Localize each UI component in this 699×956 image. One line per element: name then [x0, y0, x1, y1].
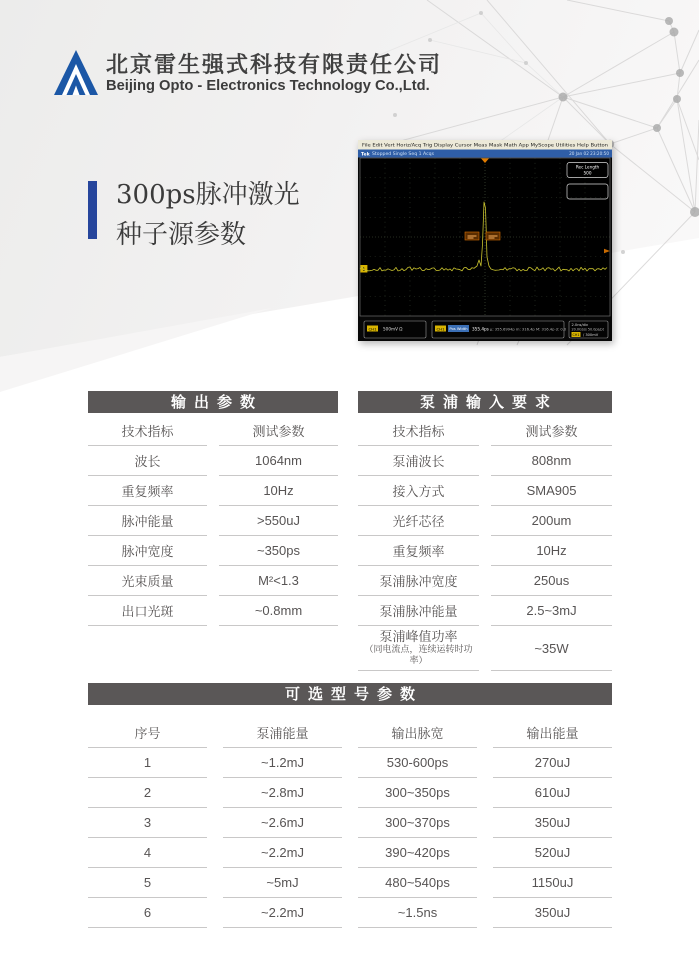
output-params-section	[88, 391, 338, 626]
column-header: 输出脉宽	[391, 726, 444, 741]
column-header: 序号	[134, 726, 161, 741]
table-row	[88, 898, 612, 928]
models-title: 可选型号参数	[88, 683, 612, 705]
ch1-scale: 500mV Ω	[383, 326, 403, 332]
pump-input-title: 泵浦输入要求	[358, 391, 612, 413]
param-label: 泵浦脉冲能量	[379, 604, 458, 619]
scope-acquisition-status: Stopped Single Seq 1 Acqs	[372, 151, 434, 157]
models-table	[72, 718, 628, 928]
table-row	[88, 808, 612, 838]
company-name-en: Beijing Opto - Electronics Technology Co.,Ltd.	[106, 78, 430, 94]
param-label: 出口光斑	[121, 604, 174, 619]
meas-stats: μ: 355.6994p m: 316.4p M: 316.4p σ: 0.0	[490, 327, 567, 332]
param-value: M²<1.3	[258, 573, 299, 588]
table-row	[88, 778, 612, 808]
table-row	[358, 416, 612, 446]
page-title-line1: 300ps脉冲激光	[116, 180, 300, 210]
timebase-status-box	[569, 321, 608, 338]
table-row	[88, 536, 338, 566]
param-value: ~0.8mm	[254, 603, 303, 618]
param-value: 2.5~3mJ	[526, 603, 577, 618]
scope-menu-items: File Edit Vert Horiz/Acq Trig Display Cursor Meas Mask Math App MyScope Utilities Help Button	[362, 143, 565, 149]
models-section	[88, 683, 612, 928]
param-value: 1064nm	[255, 453, 302, 468]
output-params-table	[76, 416, 350, 626]
oscilloscope-screenshot	[358, 140, 612, 341]
measurement-status-box	[432, 321, 567, 338]
param-value: 200um	[531, 513, 572, 528]
param-value: 10Hz	[263, 483, 294, 498]
model-cell: ~2.6mJ	[261, 815, 304, 830]
param-value: 10Hz	[536, 543, 567, 558]
param-label: 泵浦峰值功率	[379, 629, 458, 644]
param-value: ~350ps	[256, 543, 300, 558]
meas-type-chip: Pos Width	[449, 327, 468, 332]
model-cell: 480~540ps	[385, 875, 450, 890]
trigger-level-value: / 300mV	[583, 333, 599, 338]
param-label: 脉冲能量	[121, 514, 174, 529]
model-cell: 520uJ	[534, 845, 571, 860]
param-label: 波长	[134, 454, 161, 469]
scope-brand: Tek	[361, 152, 370, 158]
param-label: 接入方式	[392, 484, 445, 499]
table-row	[88, 506, 338, 536]
ch1-badge: CH1	[368, 326, 377, 332]
table-row	[358, 596, 612, 626]
model-cell: 530-600ps	[386, 755, 449, 770]
model-cell: 6	[143, 905, 152, 920]
param-label: 光纤芯径	[392, 514, 445, 529]
sample-rate-value: 20.0GS/s 50.0ps/pt	[571, 327, 604, 332]
table-row	[88, 476, 338, 506]
param-value: 250us	[533, 573, 570, 588]
pump-input-table	[346, 416, 624, 671]
param-value: ~35W	[534, 640, 569, 656]
table-header-row	[88, 718, 612, 748]
param-value: SMA905	[526, 483, 577, 498]
model-cell: 300~370ps	[385, 815, 450, 830]
table-row	[358, 506, 612, 536]
param-value: 测试参数	[525, 424, 578, 439]
table-row	[88, 416, 338, 446]
model-cell: 610uJ	[534, 785, 571, 800]
model-cell: 350uJ	[534, 905, 571, 920]
model-cell: ~1.2mJ	[261, 755, 304, 770]
param-label-note: （同电流点，连续运转时功率）	[364, 644, 473, 665]
table-row	[88, 868, 612, 898]
model-cell: 350uJ	[534, 815, 571, 830]
param-value: 808nm	[531, 453, 572, 468]
table-row	[358, 626, 612, 671]
column-header: 泵浦能量	[256, 726, 309, 741]
model-cell: 1150uJ	[531, 875, 574, 890]
param-label: 技术指标	[121, 424, 174, 439]
param-value: 测试参数	[252, 424, 305, 439]
param-label: 重复频率	[121, 484, 174, 499]
table-row	[88, 838, 612, 868]
param-value: >550uJ	[256, 513, 300, 528]
table-row	[88, 566, 338, 596]
model-cell: 3	[143, 815, 152, 830]
model-cell: 1	[143, 755, 152, 770]
model-cell: 390~420ps	[385, 845, 450, 860]
param-label: 泵浦脉冲宽度	[379, 574, 458, 589]
model-cell: ~5mJ	[266, 875, 299, 890]
output-params-title: 输出参数	[88, 391, 338, 413]
page-title	[116, 175, 300, 255]
rec-length-value: 500	[583, 170, 592, 176]
table-row	[358, 446, 612, 476]
meas-value: 355.4ps	[472, 326, 489, 332]
company-logo-icon	[52, 48, 100, 98]
model-cell: 4	[143, 845, 152, 860]
model-cell: ~1.5ns	[397, 905, 438, 920]
timebase-value: 2.0ns/div	[571, 322, 588, 327]
page-title-line2: 种子源参数	[116, 220, 247, 250]
channel-status-box	[364, 321, 426, 338]
model-cell: ~2.2mJ	[261, 845, 304, 860]
model-cell: ~2.2mJ	[261, 905, 304, 920]
trig-ch-badge: CH1	[572, 333, 580, 337]
cursor-tag-right	[486, 232, 500, 240]
table-row	[88, 596, 338, 626]
param-label: 脉冲宽度	[121, 544, 174, 559]
table-row	[88, 446, 338, 476]
model-cell: 2	[143, 785, 152, 800]
cursor-tag-left	[465, 232, 479, 240]
channel1-marker-label: 1	[362, 267, 366, 273]
param-label: 光束质量	[121, 574, 174, 589]
pump-input-section	[358, 391, 612, 671]
table-row	[358, 566, 612, 596]
company-name-zh: 北京雷生强式科技有限责任公司	[106, 52, 443, 77]
title-accent-bar	[88, 181, 97, 239]
column-header: 输出能量	[526, 726, 579, 741]
scope-datetime: 20 Jan 02 23:20:50	[569, 151, 609, 157]
model-cell: 300~350ps	[385, 785, 450, 800]
table-row	[88, 748, 612, 778]
model-cell: ~2.8mJ	[261, 785, 304, 800]
param-label: 泵浦波长	[392, 454, 445, 469]
table-row	[358, 476, 612, 506]
param-label: 重复频率	[392, 544, 445, 559]
model-cell: 5	[143, 875, 152, 890]
rec-length-label: Rec Length	[575, 164, 600, 170]
meas-ch-badge: CH1	[436, 326, 445, 332]
model-cell: 270uJ	[534, 755, 571, 770]
param-label: 技术指标	[392, 424, 445, 439]
table-row	[358, 536, 612, 566]
